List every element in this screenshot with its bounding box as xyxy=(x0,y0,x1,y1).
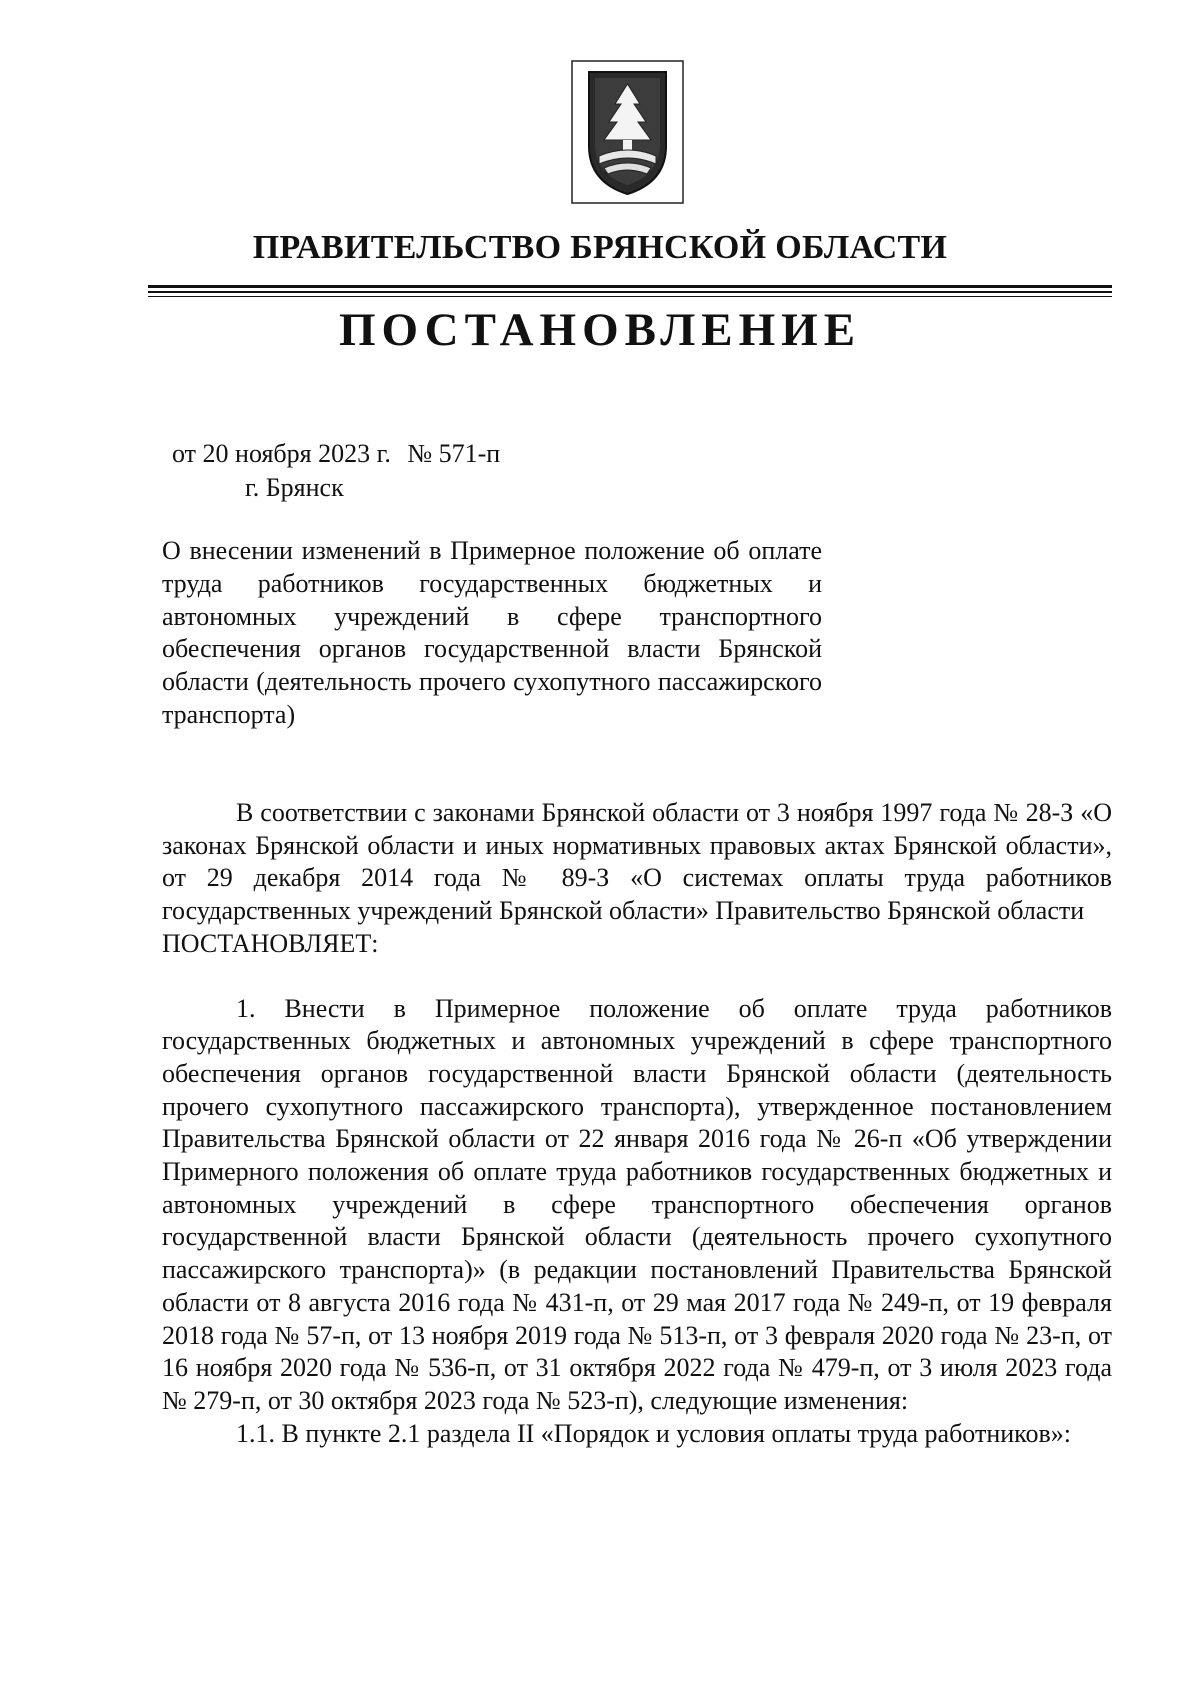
doc-type-title: ПОСТАНОВЛЕНИЕ xyxy=(338,304,862,356)
preamble-paragraph: В соответствии с законами Брянской области от 3 ноября 1997 года № 28-З «О законах Брянской области и иных нормативных правовых актах Брянской области», от 29 декабря 2014 года № 89-З «О системах оплаты труда работников государственных учреждений Брянской области» Правительство Брянской области xyxy=(162,798,1112,926)
decree-word: ПОСТАНОВЛЯЕТ: xyxy=(162,928,379,958)
org-title: ПРАВИТЕЛЬСТВО БРЯНСКОЙ ОБЛАСТИ xyxy=(252,229,948,266)
document-number: 571-п xyxy=(438,439,501,468)
header-rule xyxy=(148,285,1112,288)
item-1-1-paragraph: 1.1. В пункте 2.1 раздела II «Порядок и условия оплаты труда работников»: xyxy=(236,1418,1071,1448)
document-body xyxy=(162,797,1112,1450)
header-rule xyxy=(148,291,1112,293)
document-city: г. Брянск xyxy=(245,473,344,502)
coat-of-arms-icon xyxy=(571,60,684,204)
document-subject: О внесении изменений в Примерное положение об оплате труда работников государственных бюджетных и автономных учреждений в сфере транспортного обеспечения органов государственной власти Брянской области (деятельность прочего сухопутного пассажирского транспорта) xyxy=(162,536,822,729)
document-date: 20 ноября 2023 г. xyxy=(202,439,391,468)
date-prefix: от xyxy=(172,439,197,468)
header-rule xyxy=(148,296,1112,297)
document-meta xyxy=(172,437,500,505)
number-sign: № xyxy=(407,439,433,468)
item-1-paragraph: 1. Внести в Примерное положение об оплате труда работников государственных бюджетных и автономных учреждений в сфере транспортного обеспечения органов государственной власти Брянской области (деятельность прочего сухопутного пассажирского транспорта), утвержденное постановлением Правительства Брянской области от 22 января 2016 года № 26-п «Об утверждении Примерного положения об оплате труда работников государственных бюджетных и автономных учреждений в сфере транспортного обеспечения органов государственной власти Брянской области (деятельность прочего сухопутного пассажирского транспорта)» (в редакции постановлений Правительства Брянской области от 8 августа 2016 года № 431-п, от 29 мая 2017 года № 249-п, от 19 февраля 2018 года № 57-п, от 13 ноября 2019 года № 513-п, от 3 февраля 2020 года № 23-п, от 16 ноября 2020 года № 536-п, от 31 октября 2022 года № 479-п, от 3 июля 2023 года № 279-п, от 30 октября 2023 года № 523-п), следующие изменения: xyxy=(162,993,1112,1415)
